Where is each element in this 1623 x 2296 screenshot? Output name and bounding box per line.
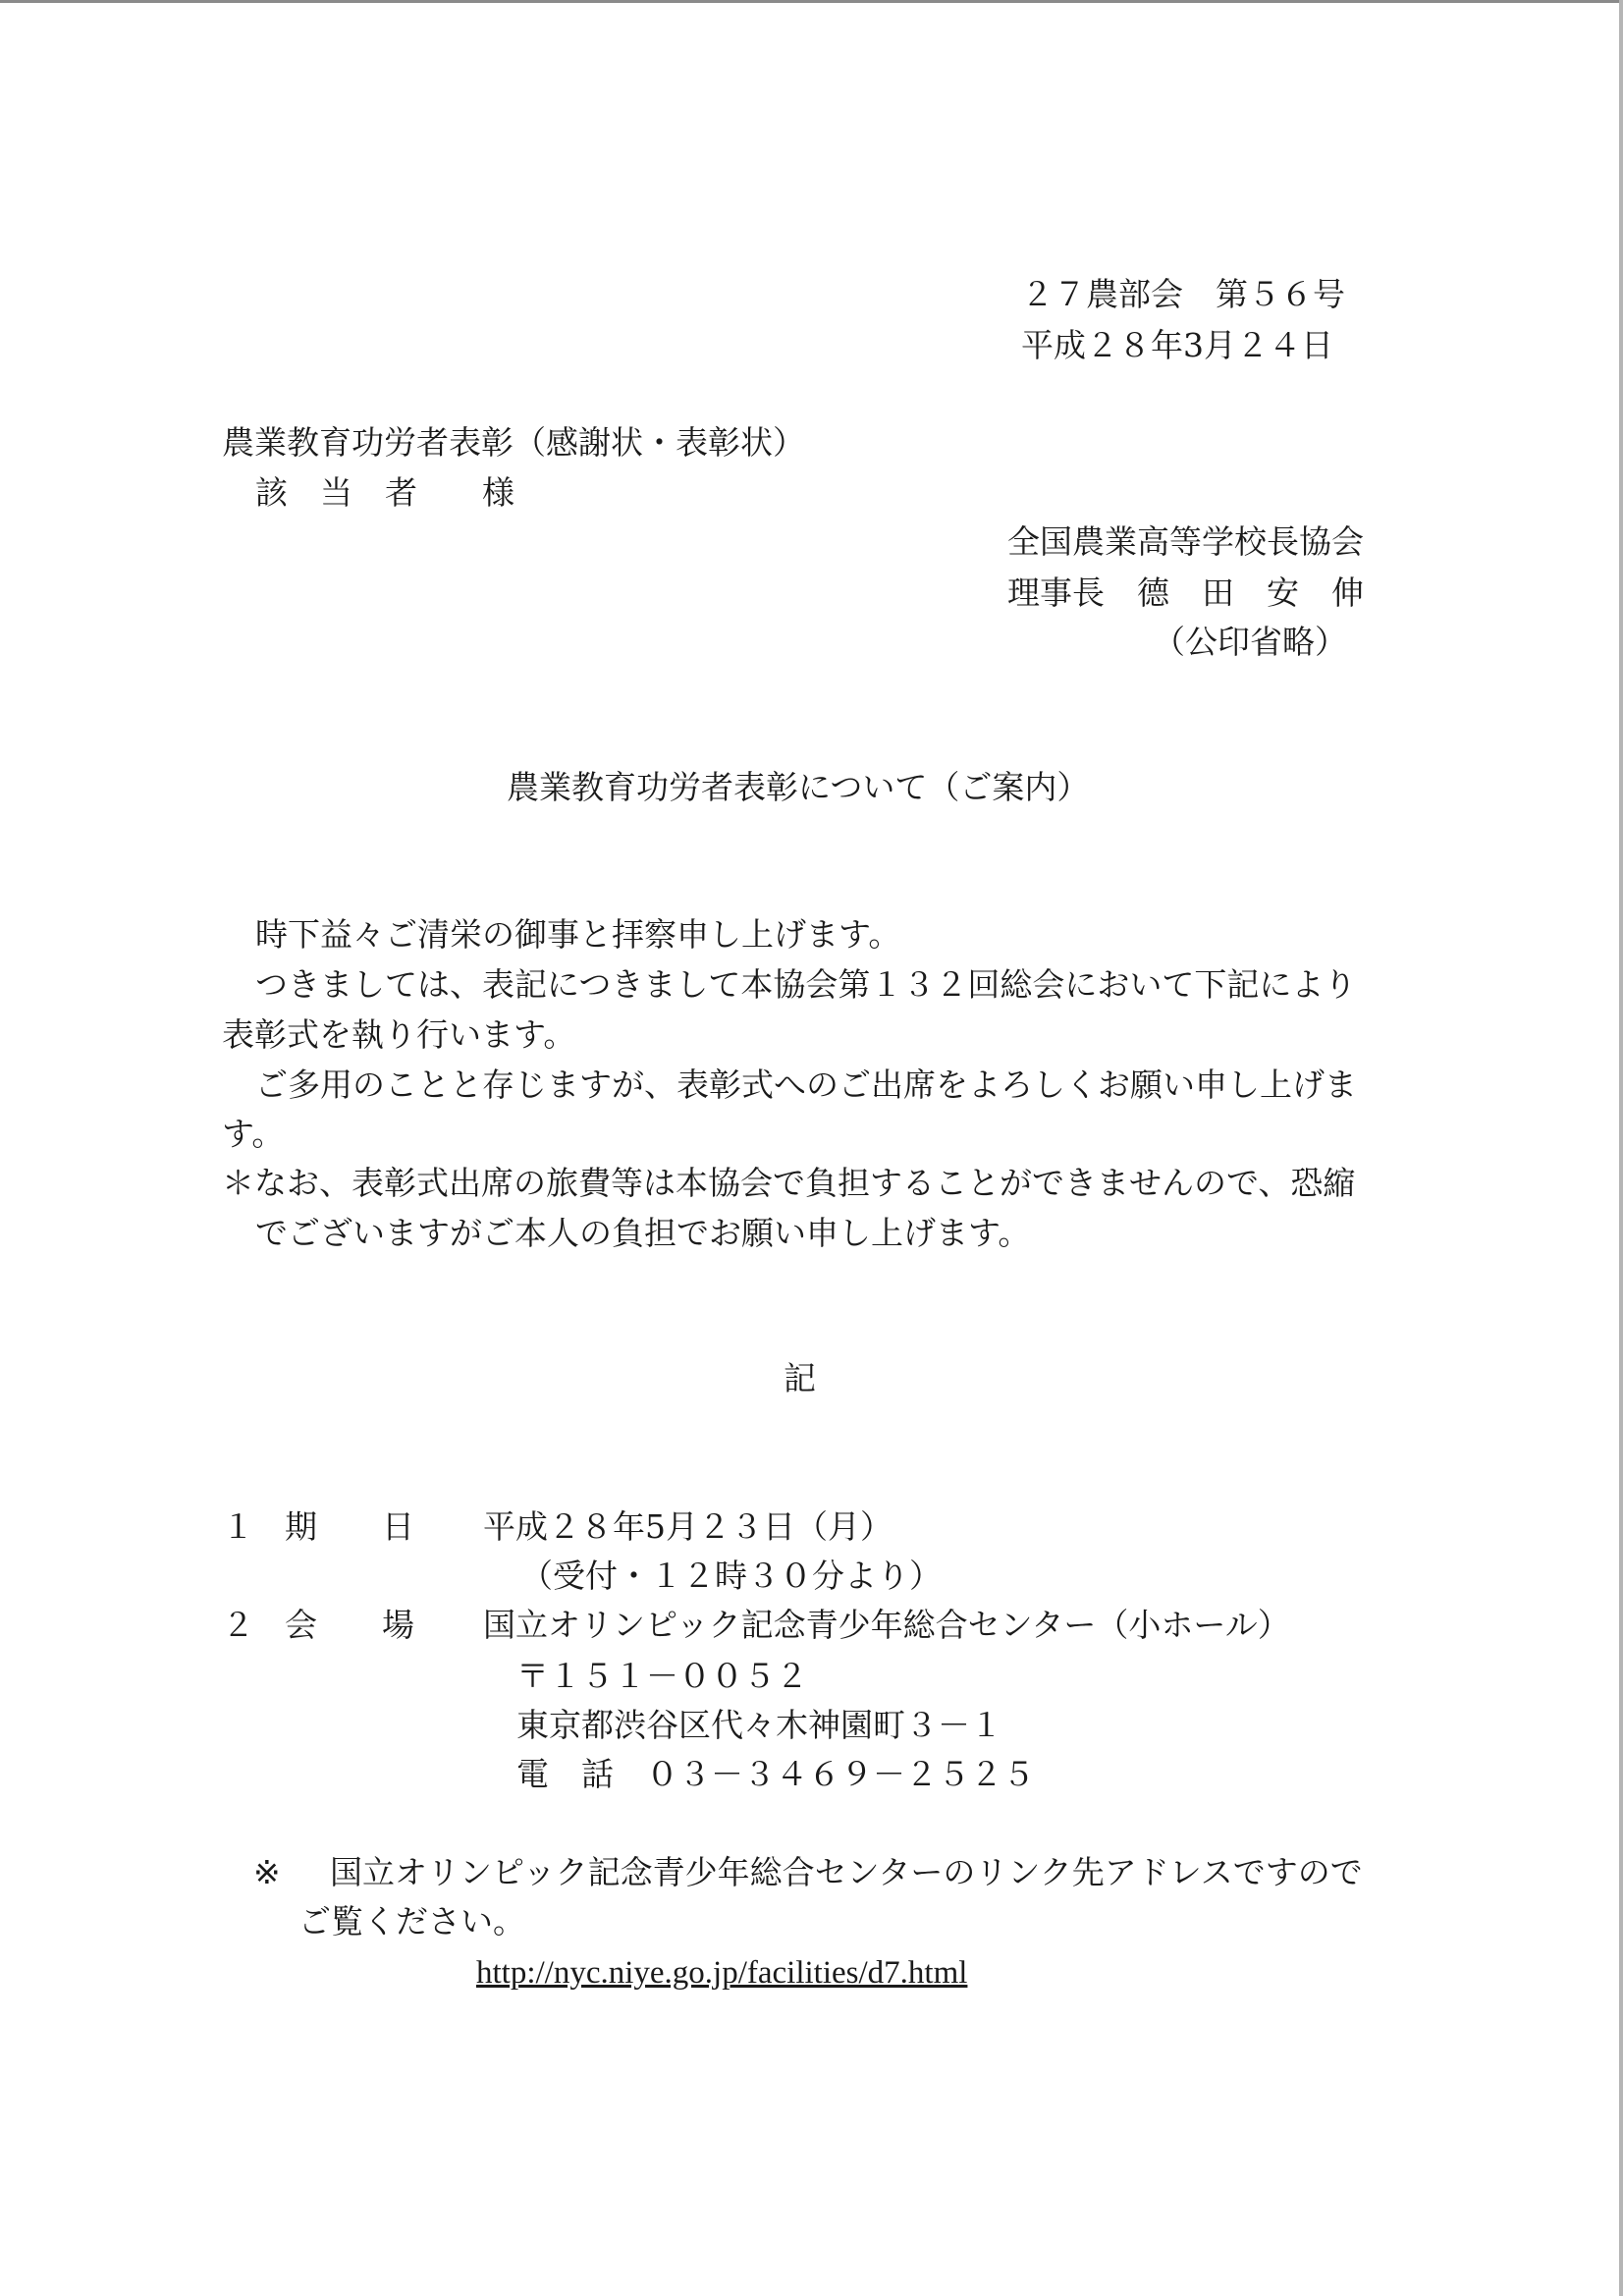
reception-time: （受付・１２時３０分より） [520, 1557, 942, 1595]
travel-cost-note: ＊なお、表彰式出席の旅費等は本協会で負担することができませんので、恐縮 [222, 1164, 1356, 1202]
item-label-date: 期 日 [285, 1507, 414, 1546]
scan-edge-right [1619, 0, 1623, 2296]
venue-address: 東京都渋谷区代々木神園町３－１ [516, 1706, 1002, 1744]
body-paragraph-line: つきましては、表記につきまして本協会第１３２回総会において下記により [255, 965, 1357, 1004]
ki-heading: 記 [784, 1359, 816, 1397]
document-title: 農業教育功労者表彰について（ご案内） [507, 768, 1090, 806]
venue-url-link[interactable]: http://nyc.niye.go.jp/facilities/d7.html [476, 1955, 968, 1991]
link-note: 国立オリンピック記念青少年総合センターのリンク先アドレスですので [330, 1853, 1363, 1891]
body-paragraph-line: す。 [222, 1115, 285, 1153]
event-date: 平成２８年5月２３日（月） [483, 1507, 893, 1546]
body-paragraph-line: ご多用のことと存じますが、表彰式へのご出席をよろしくお願い申し上げま [255, 1066, 1357, 1104]
venue-name: 国立オリンピック記念青少年総合センター（小ホール） [483, 1606, 1290, 1644]
addressee-line: 農業教育功労者表彰（感謝状・表彰状） [222, 423, 805, 462]
travel-cost-note: でございますがご本人の負担でお願い申し上げます。 [255, 1214, 1031, 1252]
document-number: ２７農部会 第５６号 [1021, 275, 1345, 313]
body-paragraph-line: 表彰式を執り行います。 [222, 1015, 576, 1054]
item-number: １ [222, 1507, 254, 1546]
venue-phone: 電 話 ０３－３４６９－２５２５ [516, 1755, 1035, 1793]
item-label-venue: 会 場 [285, 1606, 414, 1644]
addressee-honorific: 該 当 者 様 [255, 473, 514, 512]
seal-omitted-note: （公印省略） [1153, 623, 1347, 661]
sender-organization: 全国農業高等学校長協会 [1007, 522, 1364, 561]
greeting-paragraph: 時下益々ご清栄の御事と拝察申し上げます。 [255, 915, 901, 954]
scan-edge-top [0, 0, 1623, 3]
sender-chairman: 理事長 德 田 安 伸 [1007, 574, 1364, 612]
link-note: ご覧ください。 [298, 1902, 525, 1941]
item-number: ２ [222, 1606, 254, 1644]
reference-mark: ※ [253, 1853, 281, 1891]
venue-postal-code: 〒１５１－００５２ [516, 1657, 808, 1695]
document-date: 平成２８年3月２４日 [1021, 326, 1333, 364]
